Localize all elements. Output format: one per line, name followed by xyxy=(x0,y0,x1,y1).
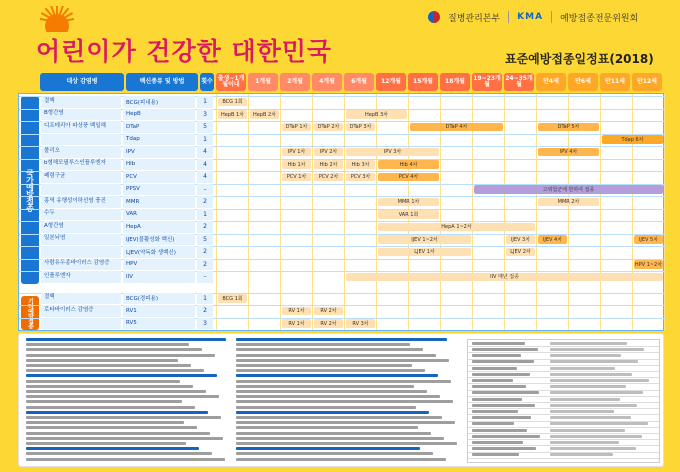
header-age: 12개월 xyxy=(376,73,406,91)
note-text-line xyxy=(26,343,189,346)
schedule-subtitle: 표준예방접종일정표(2018) xyxy=(505,52,654,66)
schedule-bar: LJEV 1차 xyxy=(378,248,471,257)
abbrev-text-line xyxy=(472,404,535,407)
org-logos xyxy=(428,8,638,26)
abbrev-text-line xyxy=(472,447,536,450)
schedule-bar: LJEV 2차 xyxy=(506,248,535,257)
abbrev-text-line xyxy=(472,367,517,370)
grid-line xyxy=(632,94,633,330)
schedule-bar: PCV 1차 xyxy=(282,173,311,182)
vaccine-cell: LJEV(약독화 생백신) xyxy=(123,246,195,258)
abbrev-text-line xyxy=(472,354,521,357)
count-cell: 2 xyxy=(197,246,213,258)
schedule-bar: IIV 매년 접종 xyxy=(346,273,663,282)
schedule-bar: HepB 2차 xyxy=(250,110,279,119)
disease-cell: 폐렴구균 xyxy=(41,171,121,183)
note-text-line xyxy=(26,421,184,424)
header-vaccine: 백신종류 및 방법 xyxy=(126,73,198,91)
header-disease: 대상 감염병 xyxy=(40,73,124,91)
schedule-bar: DTaP 1차 xyxy=(282,123,311,132)
vaccine-cell: RV5 xyxy=(123,318,195,330)
abbrev-text-line xyxy=(472,416,531,419)
abbrev-text-line xyxy=(550,422,648,425)
note-text-line xyxy=(26,364,191,367)
vaccine-cell: HepA xyxy=(123,221,195,233)
note-text-line xyxy=(236,416,442,419)
page-title: 어린이가 건강한 대한민국 xyxy=(36,37,333,66)
disease-cell: 사람유두종바이러스 감염증 xyxy=(41,259,121,271)
note-text-line xyxy=(236,421,455,424)
header-age: 4개월 xyxy=(312,73,342,91)
abbrev-text-line xyxy=(550,391,643,394)
abbrev-text-line xyxy=(472,342,525,345)
count-cell: 4 xyxy=(197,159,213,171)
schedule-bar: RV 1차 xyxy=(282,319,311,328)
schedule-bar: HepA 1~2차 xyxy=(378,223,535,232)
disease-cell: 폴리오 xyxy=(41,146,121,158)
count-cell: 4 xyxy=(197,171,213,183)
abbrev-text-line xyxy=(472,435,540,438)
note-text-line xyxy=(26,390,206,393)
abbrev-text-line xyxy=(472,391,539,394)
abbrev-text-line xyxy=(550,410,614,413)
abbrev-text-line xyxy=(550,441,619,444)
schedule-bar: Hib 2차 xyxy=(314,160,343,169)
abbrev-text-line xyxy=(550,385,626,388)
vaccine-abbreviation-table xyxy=(467,339,660,463)
abbrev-row-divider xyxy=(468,402,659,403)
grid-line xyxy=(600,94,601,330)
note-text-line xyxy=(236,338,447,341)
abbrev-text-line xyxy=(550,429,625,432)
count-cell: 5 xyxy=(197,121,213,133)
note-text-line xyxy=(26,338,226,341)
note-text-line xyxy=(236,395,440,398)
count-cell: 3 xyxy=(197,109,213,121)
vaccine-cell: IPV xyxy=(123,146,195,158)
sun-logo-icon xyxy=(40,6,74,32)
count-cell: 1 xyxy=(197,209,213,221)
note-text-line xyxy=(26,348,202,351)
note-text-line xyxy=(26,458,225,461)
schedule-bar: DTaP 4차 xyxy=(410,123,503,132)
count-cell: 5 xyxy=(197,234,213,246)
disease-cell: 인플루엔자 xyxy=(41,271,121,283)
abbrev-text-line xyxy=(472,373,530,376)
org-kma: KMA xyxy=(517,12,544,22)
grid-line xyxy=(248,94,249,330)
note-text-line xyxy=(26,432,210,435)
abbrev-text-line xyxy=(550,398,620,401)
abbrev-row-divider xyxy=(468,458,659,459)
abbrev-text-line xyxy=(550,348,644,351)
note-text-line xyxy=(26,447,199,450)
vaccine-cell: PPSV xyxy=(123,184,195,196)
disease-cell: 수두 xyxy=(41,209,121,221)
abbrev-text-line xyxy=(550,435,642,438)
count-cell: 4 xyxy=(197,146,213,158)
abbrev-text-line xyxy=(550,379,649,382)
abbrev-text-line xyxy=(550,453,613,456)
abbrev-text-line xyxy=(472,441,523,444)
abbrev-text-line xyxy=(472,398,522,401)
schedule-bar: BCG 1회 xyxy=(218,294,247,303)
grid-line xyxy=(280,94,281,330)
vaccine-cell: HepB xyxy=(123,109,195,121)
grid-line xyxy=(344,94,345,330)
note-text-line xyxy=(26,395,219,398)
kcdc-emblem-icon xyxy=(428,11,440,23)
note-text-line xyxy=(236,442,457,445)
note-text-line xyxy=(236,411,429,414)
org-kcdc: 질병관리본부 xyxy=(448,13,501,24)
note-text-line xyxy=(26,385,193,388)
abbrev-text-line xyxy=(550,360,638,363)
header-age: 6개월 xyxy=(344,73,374,91)
note-text-line xyxy=(26,359,178,362)
schedule-bar: IJEV 3차 xyxy=(506,235,535,244)
schedule-bar: Hib 4차 xyxy=(378,160,439,169)
count-cell: 2 xyxy=(197,221,213,233)
schedule-bar: 고위험군에 한하여 접종 xyxy=(474,185,663,194)
schedule-bar: IPV 1차 xyxy=(282,148,311,157)
schedule-bar: DTaP 3차 xyxy=(346,123,375,132)
disease-cell: B형간염 xyxy=(41,109,121,121)
abbrev-text-line xyxy=(550,416,631,419)
abbrev-text-line xyxy=(550,354,621,357)
note-text-line xyxy=(26,442,186,445)
count-cell: 2 xyxy=(197,259,213,271)
note-text-line xyxy=(26,416,221,419)
note-text-line xyxy=(236,452,433,455)
disease-cell: 일본뇌염 xyxy=(41,234,121,246)
note-text-line xyxy=(236,374,438,377)
note-text-line xyxy=(26,354,215,357)
schedule-bar: RV 3차 xyxy=(346,319,375,328)
disease-cell: 디프테리아 파상풍 백일해 xyxy=(41,121,121,133)
abbrev-text-line xyxy=(472,410,518,413)
disease-cell: 결핵 xyxy=(41,293,121,305)
abbrev-text-line xyxy=(550,447,636,450)
note-text-line xyxy=(26,400,182,403)
grid-line xyxy=(312,94,313,330)
header-age: 만4세 xyxy=(536,73,566,91)
grid-line xyxy=(216,94,217,330)
schedule-bar: RV 1차 xyxy=(282,307,311,316)
note-text-line xyxy=(236,406,416,409)
schedule-bar: PCV 3차 xyxy=(346,173,375,182)
vaccine-cell: PCV xyxy=(123,171,195,183)
grid-line xyxy=(664,94,665,330)
note-text-line xyxy=(236,354,436,357)
divider xyxy=(508,11,509,23)
grid-line xyxy=(376,94,377,330)
header-age: 18개월 xyxy=(440,73,470,91)
note-text-line xyxy=(236,343,410,346)
vaccine-cell: BCG(피내용) xyxy=(123,96,195,108)
schedule-bar: Hib 1차 xyxy=(282,160,311,169)
vaccine-cell: HPV xyxy=(123,259,195,271)
schedule-bar: IJEV 1~2차 xyxy=(378,235,471,244)
header-age: 만6세 xyxy=(568,73,598,91)
org-committee: 예방접종전문위원회 xyxy=(560,13,639,24)
note-text-line xyxy=(236,385,414,388)
header-age: 만11세 xyxy=(600,73,630,91)
schedule-bar: HepB 1차 xyxy=(218,110,247,119)
header-age: 출생~1개월이내 xyxy=(216,73,246,91)
note-text-line xyxy=(236,432,431,435)
vaccine-cell: VAR xyxy=(123,209,195,221)
note-text-line xyxy=(236,437,444,440)
disease-cell xyxy=(41,246,121,258)
abbrev-text-line xyxy=(550,367,615,370)
disease-cell: 결핵 xyxy=(41,96,121,108)
note-text-line xyxy=(236,390,427,393)
vaccine-cell: MMR xyxy=(123,196,195,208)
abbrev-text-line xyxy=(472,379,513,382)
grid-line xyxy=(536,94,537,330)
abbrev-text-line xyxy=(550,373,632,376)
note-text-line xyxy=(236,458,446,461)
vaccine-cell: Tdap xyxy=(123,134,195,146)
schedule-bar: IJEV 4차 xyxy=(538,235,567,244)
abbrev-text-line xyxy=(472,422,514,425)
abbrev-text-line xyxy=(472,385,526,388)
note-text-line xyxy=(26,369,204,372)
vaccine-cell: RV1 xyxy=(123,305,195,317)
disease-cell xyxy=(41,184,121,196)
abbrev-text-line xyxy=(472,348,538,351)
header-age: 19~23개월 xyxy=(472,73,502,91)
schedule-bar: MMR 2차 xyxy=(538,198,599,207)
count-cell: 2 xyxy=(197,305,213,317)
abbrev-row-divider xyxy=(468,427,659,428)
schedule-bar: Tdap 6차 xyxy=(602,135,663,144)
schedule-bar: Hib 3차 xyxy=(346,160,375,169)
grid-line xyxy=(504,94,505,330)
schedule-bar: PCV 4차 xyxy=(378,173,439,182)
abbrev-text-line xyxy=(550,342,627,345)
count-cell: – xyxy=(197,271,213,283)
note-text-line xyxy=(236,447,420,450)
abbrev-row-divider xyxy=(468,371,659,372)
schedule-bar: HepB 3차 xyxy=(346,110,407,119)
disease-cell xyxy=(41,134,121,146)
disease-cell: 홍역 유행성이하선염 풍진 xyxy=(41,196,121,208)
schedule-table xyxy=(18,93,664,331)
count-cell: – xyxy=(197,184,213,196)
abbrev-text-line xyxy=(472,429,527,432)
schedule-bar: MMR 1차 xyxy=(378,198,439,207)
note-text-line xyxy=(26,380,180,383)
vaccine-cell: BCG(경피용) xyxy=(123,293,195,305)
abbrev-text-line xyxy=(472,360,534,363)
schedule-bar: DTaP 5차 xyxy=(538,123,599,132)
disease-cell: 로타바이러스 감염증 xyxy=(41,305,121,317)
schedule-bar: BCG 1회 xyxy=(218,98,247,107)
header-age: 24~35개월 xyxy=(504,73,534,91)
vaccine-cell: IJEV(불활성화 백신) xyxy=(123,234,195,246)
schedule-bar: RV 2차 xyxy=(314,307,343,316)
abbrev-row-divider xyxy=(468,396,659,397)
header-age: 1개월 xyxy=(248,73,278,91)
note-text-line xyxy=(26,406,195,409)
note-text-line xyxy=(236,369,425,372)
note-text-line xyxy=(26,374,217,377)
header-age: 2개월 xyxy=(280,73,310,91)
schedule-bar: PCV 2차 xyxy=(314,173,343,182)
header-age: 만12세 xyxy=(632,73,662,91)
note-text-line xyxy=(236,364,412,367)
schedule-bar: IPV 3차 xyxy=(346,148,439,157)
schedule-bar: VAR 1회 xyxy=(378,210,439,219)
note-text-line xyxy=(26,437,223,440)
schedule-bar: IJEV 5차 xyxy=(634,235,663,244)
abbrev-row-divider xyxy=(468,365,659,366)
disease-cell: b형헤모필루스인플루엔자 xyxy=(41,159,121,171)
count-cell: 1 xyxy=(197,293,213,305)
note-text-line xyxy=(26,452,212,455)
divider xyxy=(551,11,552,23)
schedule-bar: HPV 1~2차 xyxy=(634,261,663,268)
count-cell: 2 xyxy=(197,196,213,208)
disease-cell: A형간염 xyxy=(41,221,121,233)
abbrev-row-divider xyxy=(468,433,659,434)
note-text-line xyxy=(26,426,197,429)
note-text-line xyxy=(236,380,451,383)
abbrev-text-line xyxy=(550,404,637,407)
vaccine-cell: Hib xyxy=(123,159,195,171)
schedule-bar: DTaP 2차 xyxy=(314,123,343,132)
note-text-line xyxy=(236,359,449,362)
group-other: 기타예방접종 xyxy=(21,296,39,330)
count-cell: 1 xyxy=(197,96,213,108)
note-text-line xyxy=(26,411,208,414)
count-cell: 3 xyxy=(197,318,213,330)
schedule-bar: IPV 2차 xyxy=(314,148,343,157)
note-text-line xyxy=(236,348,423,351)
group-national: 국가예방접종 xyxy=(21,96,39,284)
note-text-line xyxy=(236,400,453,403)
count-cell: 1 xyxy=(197,134,213,146)
schedule-bar: RV 2차 xyxy=(314,319,343,328)
vaccine-cell: IIV xyxy=(123,271,195,283)
disease-cell xyxy=(41,318,121,330)
schedule-bar: IPV 4차 xyxy=(538,148,599,157)
vaccine-cell: DTaP xyxy=(123,121,195,133)
header-count: 횟수 xyxy=(200,73,214,91)
header-age: 15개월 xyxy=(408,73,438,91)
abbrev-text-line xyxy=(472,453,519,456)
note-text-line xyxy=(236,426,418,429)
